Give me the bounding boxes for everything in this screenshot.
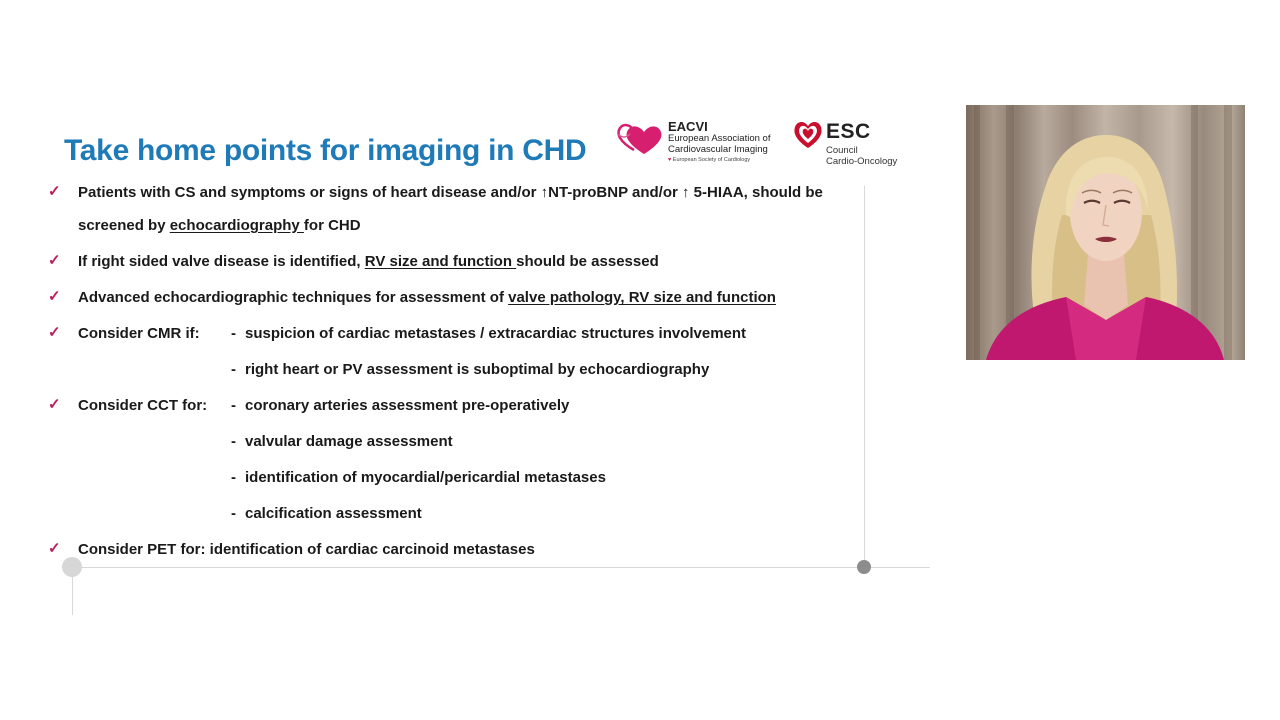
bullet-1-pre: screened by [78,217,170,234]
guide-handle-left [62,557,82,577]
guide-line-vertical [864,186,865,567]
eacvi-parent [668,157,750,163]
esc-subtitle-1: Council [826,145,858,156]
esc-subtitle-2: Cardio-Oncology [826,156,898,167]
bullet-1-post: for CHD [303,217,361,234]
bullet-2-underline: RV size and function [364,253,517,270]
eacvi-heart-icon [614,120,664,156]
pet-text: Consider PET for: identification of cardiac carcinoid metastases [78,541,535,558]
bullet-2-pre: If right sided valve disease is identified, [78,253,365,270]
bullet-1-line-2 [78,217,361,234]
checkmark-icon: ✓ [48,252,61,269]
bullet-3-text [78,289,776,306]
cmr-item-1: suspicion of cardiac metastases / extracardiac structures involvement [245,325,747,342]
cmr-lead: Consider CMR if: [78,325,200,342]
speaker-video [966,105,1245,360]
dash-marker: - [231,397,236,414]
checkmark-icon: ✓ [48,324,61,341]
bullet-1-underline: echocardiography [169,217,304,234]
bullet-3-underline: valve pathology, RV size and function [508,289,776,306]
webcam-feed-icon [966,105,1245,360]
guide-line-horizontal [72,567,930,568]
checkmark-icon: ✓ [48,288,61,305]
guide-handle-right [857,560,871,574]
eacvi-name: EACVI [668,119,708,134]
cct-item-2: valvular damage assessment [245,433,453,450]
dash-marker: - [231,469,236,486]
esc-mini-heart-icon: ♥ [668,157,672,163]
bullet-3-pre: Advanced echocardiographic techniques for assessment of [78,289,509,306]
cct-item-3: identification of myocardial/pericardial metastases [245,469,606,486]
checkmark-icon: ✓ [48,183,61,200]
cct-lead: Consider CCT for: [78,397,208,414]
slide-title: Take home points for imaging in CHD [64,134,587,167]
eacvi-parent-text: European Society of Cardiology [672,157,751,163]
bullet-2-post: should be assessed [516,253,659,270]
checkmark-icon: ✓ [48,396,61,413]
eacvi-logo [614,118,784,170]
cct-item-1: coronary arteries assessment pre-operatively [245,397,570,414]
dash-marker: - [231,433,236,450]
dash-marker: - [231,325,236,342]
bullet-1-line-1: Patients with CS and symptoms or signs of heart disease and/or ↑NT-proBNP and/or ↑ 5-HIAA, should be [78,184,823,201]
esc-logo [792,118,912,170]
cct-item-4: calcification assessment [245,505,422,522]
eacvi-subtitle: European Association of Cardiovascular Imaging [668,133,771,155]
bullet-2-text [78,253,659,270]
esc-name: ESC [826,120,871,143]
dash-marker: - [231,361,236,378]
esc-heart-icon [792,118,824,150]
cmr-item-2: right heart or PV assessment is suboptimal by echocardiography [245,361,710,378]
checkmark-icon: ✓ [48,540,61,557]
dash-marker: - [231,505,236,522]
